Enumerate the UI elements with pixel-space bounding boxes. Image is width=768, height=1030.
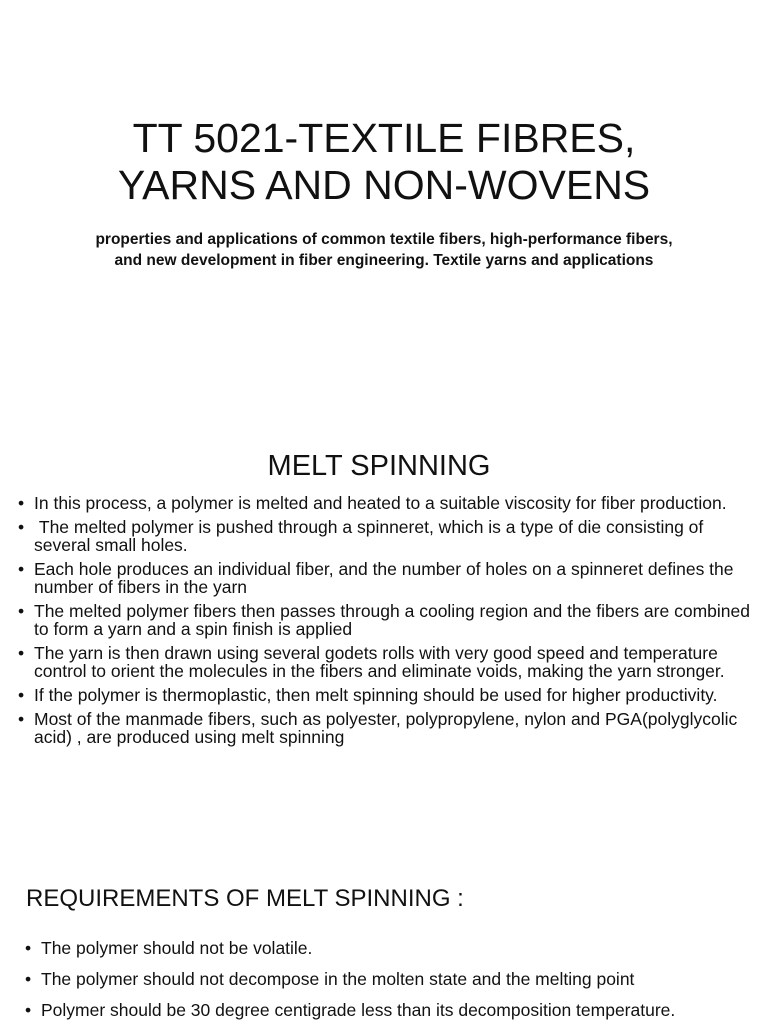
slide-title: MELT SPINNING — [267, 450, 491, 482]
list-item — [25, 937, 760, 959]
course-title-line-2: YARNS AND NON-WOVENS — [117, 162, 651, 208]
list-item — [18, 518, 758, 554]
list-item — [25, 968, 760, 990]
bullet-text: Each hole produces an individual fiber, and the number of holes on a spinneret defines the number of fibers in the yarn — [34, 559, 734, 597]
course-title — [0, 115, 768, 209]
bullet-icon: • — [25, 969, 32, 989]
bullet-icon: • — [18, 601, 25, 621]
bullet-text: Most of the manmade fibers, such as polyester, polypropylene, nylon and PGA(polyglycolic acid) , are produced using melt spinning — [34, 709, 738, 747]
bullet-icon: • — [18, 643, 25, 663]
bullet-icon: • — [18, 559, 25, 579]
melt-spinning-slide — [0, 430, 768, 850]
list-item — [18, 686, 758, 704]
course-subtitle: properties and applications of common textile fibers, high-performance fibers, and new development in fiber engineering. Textile yarns and applications — [95, 231, 673, 269]
list-item — [18, 710, 758, 746]
bullet-icon: • — [18, 709, 25, 729]
bullet-list — [18, 494, 758, 752]
bullet-text: The polymer should not be volatile. — [41, 938, 313, 958]
title-slide — [0, 0, 768, 430]
list-item — [18, 602, 758, 638]
bullet-text: The melted polymer fibers then passes through a cooling region and the fibers are combined to form a yarn and a spin finish is applied — [34, 601, 750, 639]
list-item — [18, 644, 758, 680]
bullet-text: In this process, a polymer is melted and heated to a suitable viscosity for fiber production. — [34, 493, 727, 513]
bullet-list — [25, 937, 760, 1030]
bullet-text: The polymer should not decompose in the molten state and the melting point — [41, 969, 635, 989]
bullet-icon: • — [18, 685, 25, 705]
bullet-text: The yarn is then drawn using several godets rolls with very good speed and temperature control to orient the molecules in the fibers and eliminate voids, making the yarn stronger. — [34, 643, 725, 681]
bullet-icon: • — [18, 493, 25, 513]
requirements-slide — [0, 850, 768, 1024]
list-item — [18, 494, 758, 512]
bullet-icon: • — [18, 517, 25, 537]
bullet-icon: • — [25, 938, 32, 958]
bullet-text: If the polymer is thermoplastic, then melt spinning should be used for higher productivity. — [34, 685, 718, 705]
bullet-text: Polymer should be 30 degree centigrade less than its decomposition temperature. — [41, 1000, 676, 1020]
list-item — [25, 999, 760, 1021]
list-item — [18, 560, 758, 596]
bullet-icon: • — [25, 1000, 32, 1020]
bullet-text: The melted polymer is pushed through a spinneret, which is a type of die consisting of several small holes. — [34, 517, 709, 555]
course-title-line-1: TT 5021-TEXTILE FIBRES, — [132, 115, 636, 161]
slide-title: REQUIREMENTS OF MELT SPINNING : — [26, 885, 464, 912]
